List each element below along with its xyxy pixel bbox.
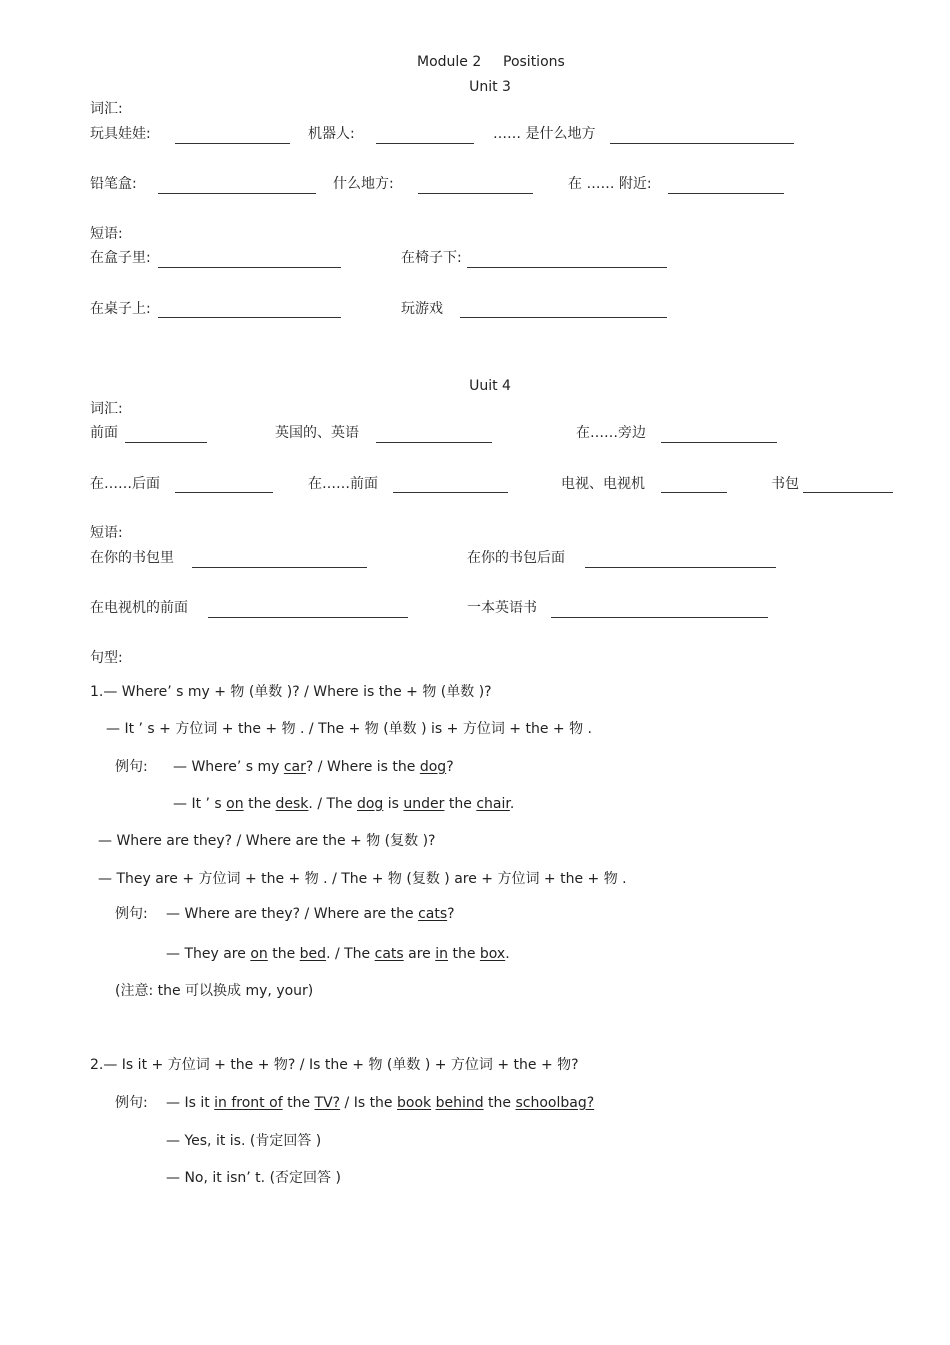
phrase-label: 在盒子里: bbox=[90, 250, 151, 266]
unit3-vocab-label: 词汇: bbox=[90, 101, 123, 117]
vocab-label: 在……旁边 bbox=[576, 425, 646, 441]
answer-blank[interactable] bbox=[208, 617, 408, 618]
answer-blank[interactable] bbox=[125, 442, 207, 443]
example-label: 例句: bbox=[115, 759, 148, 775]
unit4-vocab-label: 词汇: bbox=[90, 401, 123, 417]
vocab-label: 书包 bbox=[771, 476, 799, 492]
pattern-answer: — They are + 方位词 + the + 物 . / The + 物 (复数 ) are + 方位词 + the + 物 . bbox=[98, 871, 627, 887]
phrase-label: 在你的书包后面 bbox=[467, 550, 565, 566]
vocab-label: 前面 bbox=[90, 425, 118, 441]
vocab-label: 在……前面 bbox=[308, 476, 378, 492]
pattern-question: — Where are they? / Where are the + 物 (复数 )? bbox=[98, 833, 436, 849]
answer-blank[interactable] bbox=[610, 143, 794, 144]
answer-blank[interactable] bbox=[393, 492, 508, 493]
vocab-label: 在 …… 附近: bbox=[568, 176, 652, 192]
example-question: — Is it in front of the TV? / Is the book behind the schoolbag? bbox=[166, 1095, 595, 1111]
example-answer: — It ’ s on the desk. / The dog is under the chair. bbox=[173, 796, 515, 812]
vocab-label: …… 是什么地方 bbox=[493, 126, 596, 142]
answer-blank[interactable] bbox=[585, 567, 776, 568]
answer-blank[interactable] bbox=[803, 492, 893, 493]
unit4-phrase-label: 短语: bbox=[90, 525, 123, 541]
answer-blank[interactable] bbox=[460, 317, 667, 318]
answer-blank[interactable] bbox=[158, 317, 341, 318]
answer-blank[interactable] bbox=[175, 143, 290, 144]
answer-blank[interactable] bbox=[661, 492, 727, 493]
phrase-label: 在桌子上: bbox=[90, 301, 151, 317]
answer-blank[interactable] bbox=[376, 143, 474, 144]
unit3-phrase-label: 短语: bbox=[90, 226, 123, 242]
answer-blank[interactable] bbox=[467, 267, 667, 268]
answer-blank[interactable] bbox=[376, 442, 492, 443]
vocab-label: 玩具娃娃: bbox=[90, 126, 151, 142]
example-question: — Where’ s my car? / Where is the dog? bbox=[173, 759, 454, 775]
pattern-question: 1.— Where’ s my + 物 (单数 )? / Where is the + 物 (单数 )? bbox=[90, 684, 492, 700]
vocab-label: 什么地方: bbox=[333, 176, 394, 192]
vocab-label: 英国的、英语 bbox=[275, 425, 359, 441]
example-answer: — They are on the bed. / The cats are in the box. bbox=[166, 946, 510, 962]
answer-blank[interactable] bbox=[175, 492, 273, 493]
answer-blank[interactable] bbox=[418, 193, 533, 194]
vocab-label: 机器人: bbox=[308, 126, 355, 142]
note: (注意: the 可以换成 my, your) bbox=[115, 983, 314, 999]
unit3-heading: Unit 3 bbox=[469, 79, 511, 95]
phrase-label: 在电视机的前面 bbox=[90, 600, 188, 616]
answer-blank[interactable] bbox=[158, 267, 341, 268]
phrase-label: 在椅子下: bbox=[401, 250, 462, 266]
phrase-label: 一本英语书 bbox=[467, 600, 537, 616]
vocab-label: 铅笔盒: bbox=[90, 176, 137, 192]
pattern-question: 2.— Is it + 方位词 + the + 物? / Is the + 物 (单数 ) + 方位词 + the + 物? bbox=[90, 1057, 579, 1073]
example-label: 例句: bbox=[115, 906, 148, 922]
module-title: Module 2 bbox=[417, 54, 482, 70]
answer-blank[interactable] bbox=[551, 617, 768, 618]
vocab-label: 电视、电视机 bbox=[561, 476, 645, 492]
module-topic: Positions bbox=[503, 54, 565, 70]
phrase-label: 玩游戏 bbox=[401, 301, 443, 317]
answer-no: — No, it isn’ t. (否定回答 ) bbox=[166, 1170, 341, 1186]
answer-yes: — Yes, it is. (肯定回答 ) bbox=[166, 1133, 322, 1149]
vocab-label: 在……后面 bbox=[90, 476, 160, 492]
phrase-label: 在你的书包里 bbox=[90, 550, 174, 566]
unit4-heading: Uuit 4 bbox=[469, 378, 511, 394]
answer-blank[interactable] bbox=[661, 442, 777, 443]
sentence-section-label: 句型: bbox=[90, 650, 123, 666]
answer-blank[interactable] bbox=[158, 193, 316, 194]
example-question: — Where are they? / Where are the cats? bbox=[166, 906, 455, 922]
answer-blank[interactable] bbox=[668, 193, 784, 194]
answer-blank[interactable] bbox=[192, 567, 367, 568]
example-label: 例句: bbox=[115, 1095, 148, 1111]
pattern-answer: — It ’ s + 方位词 + the + 物 . / The + 物 (单数 ) is + 方位词 + the + 物 . bbox=[106, 721, 592, 737]
